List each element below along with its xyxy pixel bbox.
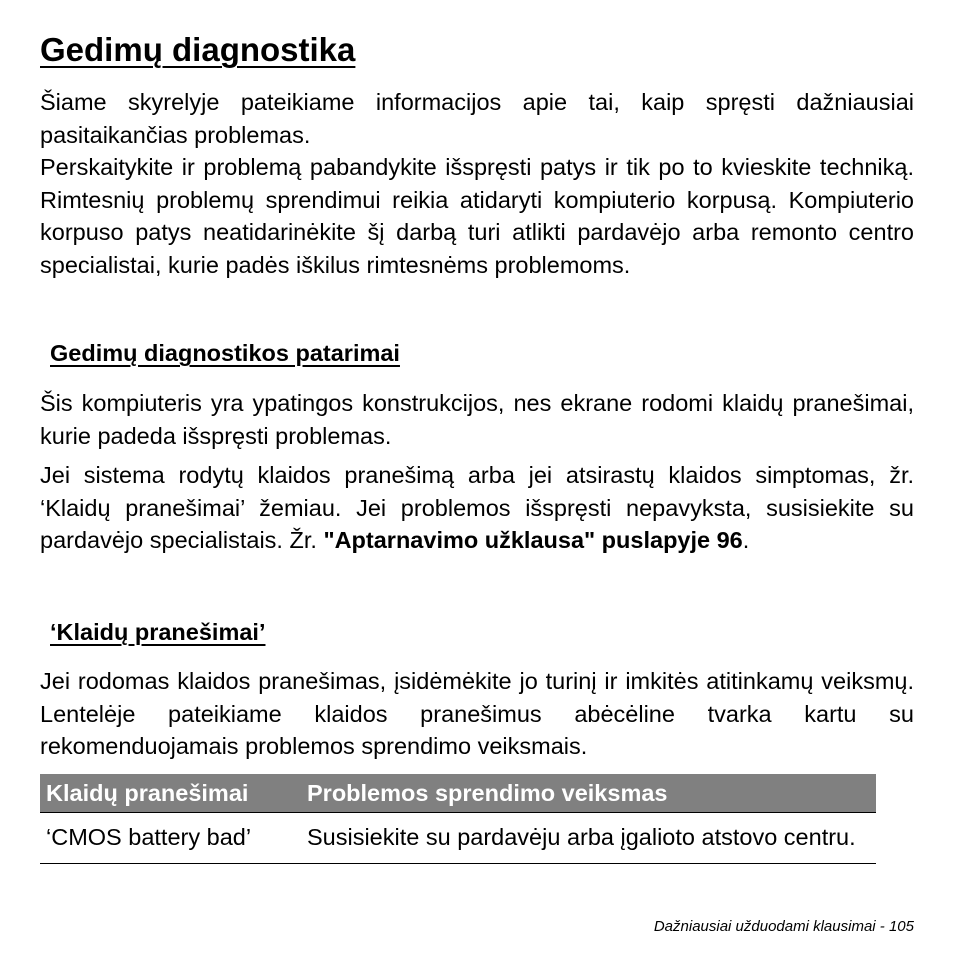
intro-paragraph-2: Perskaitykite ir problemą pabandykite išspręsti patys ir tik po to kvieskite techniką. Rimtesnių problemų sprendimui reikia atidaryti kompiuterio korpusą. Kompiuterio korpuso patys neatidarinėkite šį darbą turi atlikti pardavėjo arba remonto centro specialistai, kurie padės iškilus rimtesnėms problemoms. (40, 154, 914, 278)
page-footer (654, 918, 914, 935)
table-header-row (40, 774, 876, 813)
table-row (40, 813, 876, 864)
tips-paragraph-1: Šis kompiuteris yra ypatingos konstrukcijos, nes ekrane rodomi klaidų pranešimai, kurie padeda išspręsti problemas. (40, 390, 914, 449)
table-cell-error: ‘CMOS battery bad’ (40, 813, 307, 864)
tips-paragraph-2-text: Jei sistema rodytų klaidos pranešimą arba jei atsirastų klaidos simptomas, žr. ‘Klaidų pranešimai’ žemiau. Jei problemos išspręsti nepavyksta, susisiekite su pardavėjo specialistais. Žr. (40, 462, 914, 553)
errors-heading: ‘Klaidų pranešimai’ (50, 619, 266, 645)
tips-paragraph-2 (40, 459, 914, 557)
tips-heading: Gedimų diagnostikos patarimai (50, 340, 400, 366)
page-title: Gedimų diagnostika (40, 31, 356, 68)
table-cell-action: Susisiekite su pardavėju arba įgalioto atstovo centru. (307, 813, 876, 864)
intro-paragraph-1: Šiame skyrelyje pateikiame informacijos apie tai, kaip spręsti dažniausiai pasitaikančias problemas. (40, 89, 914, 148)
errors-paragraph: Jei rodomas klaidos pranešimas, įsidėmėkite jo turinį ir imkitės atitinkamų veiksmų. Lentelėje pateikiame klaidos pranešimus abėcėline tvarka kartu su rekomenduojamais problemos sprendimo veiksmais. (40, 668, 914, 759)
tips-paragraph-2-end: . (742, 527, 750, 553)
service-request-link[interactable]: "Aptarnavimo užklausa" puslapyje 96 (323, 527, 743, 553)
table-header-error: Klaidų pranešimai (40, 774, 307, 813)
table-header-action: Problemos sprendimo veiksmas (307, 774, 876, 813)
page-number: 105 (888, 918, 914, 935)
error-messages-table (40, 774, 876, 864)
footer-text: Dažniausiai užduodami klausimai - (653, 918, 885, 935)
